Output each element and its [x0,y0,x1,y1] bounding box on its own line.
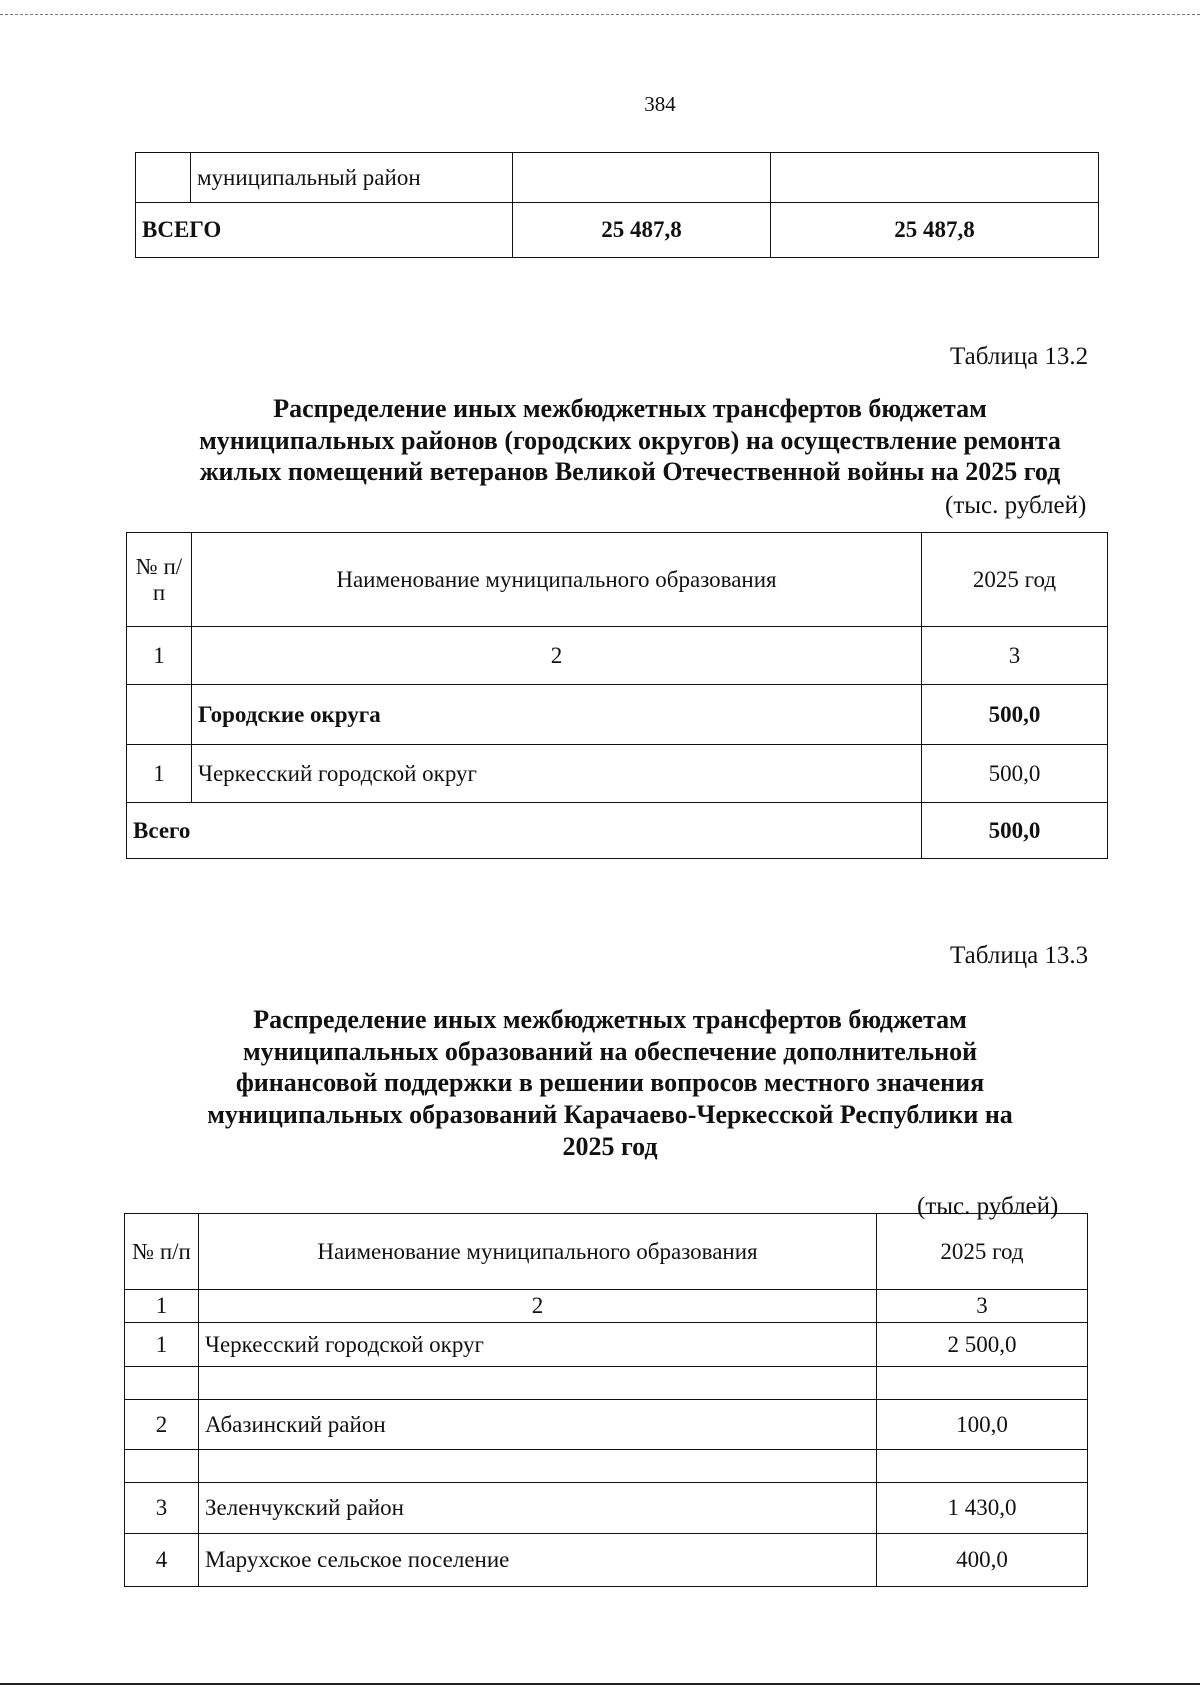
column-number-row [127,627,1108,685]
table-caption-13-3: Таблица 13.3 [950,942,1089,969]
column-number: 1 [125,1290,199,1323]
title-line: Распределение иных межбюджетных трансфертов бюджетам [273,394,987,423]
group-value: 500,0 [922,685,1108,745]
table-cell-num [136,153,191,203]
header-name: Наименование муниципального образования [192,533,922,627]
table-cell-empty [877,1450,1088,1483]
table-row [125,1483,1088,1534]
table-row [136,153,1099,203]
units-label: (тыс. рублей) [945,492,1087,519]
table-row [125,1400,1088,1450]
table-row [125,1534,1088,1587]
row-value: 1 430,0 [877,1483,1088,1534]
row-value: 2 500,0 [877,1323,1088,1367]
header-year: 2025 год [877,1214,1088,1290]
table-cell-num [127,685,192,745]
table-row-empty [125,1450,1088,1483]
table-cell-value [513,153,771,203]
table-title-13-2 [140,393,1120,488]
row-num: 1 [125,1323,199,1367]
table-cell-value [771,153,1099,203]
table-cell-empty [877,1367,1088,1400]
column-number-row [125,1290,1088,1323]
table-cell-empty [199,1367,877,1400]
table-cell-empty [199,1450,877,1483]
column-number: 2 [192,627,922,685]
title-line: муниципальных районов (городских округов) на осуществление ремонта [199,425,1061,455]
table-header-row [127,533,1108,627]
table-header-row [125,1214,1088,1290]
group-row [127,685,1108,745]
total-value: 25 487,8 [771,203,1099,258]
table-row-total [136,203,1099,258]
title-line: жилых помещений ветеранов Великой Отечественной войны на 2025 год [199,457,1061,487]
total-value: 25 487,8 [513,203,771,258]
header-num: № п/п [125,1214,199,1290]
total-label: Всего [127,803,922,859]
row-name: Черкесский городской округ [192,745,922,803]
column-number: 1 [127,627,192,685]
table-previous-continuation [135,152,1099,258]
row-name: Зеленчукский район [199,1483,877,1534]
row-name: Абазинский район [199,1400,877,1450]
row-value: 400,0 [877,1534,1088,1587]
row-num: 2 [125,1400,199,1450]
header-num: № п/п [127,533,192,627]
row-num: 1 [127,745,192,803]
table-13-3 [124,1213,1088,1587]
group-name: Городские округа [192,685,922,745]
title-line: муниципальных образований на обеспечение дополнительной [242,1036,978,1066]
header-name: Наименование муниципального образования [199,1214,877,1290]
page-number: 384 [644,92,676,116]
column-number: 3 [877,1290,1088,1323]
row-name: Черкесский городской округ [199,1323,877,1367]
row-num: 4 [125,1534,199,1587]
title-line: финансовой поддержки в решении вопросов местного значения [235,1068,985,1098]
total-value: 500,0 [922,803,1108,859]
scan-edge-top [0,14,1200,15]
column-number: 3 [922,627,1108,685]
table-caption-13-2: Таблица 13.2 [950,343,1089,370]
column-number: 2 [199,1290,877,1323]
units-label: (тыс. рублей) [917,1193,1059,1220]
table-row-empty [125,1367,1088,1400]
row-value: 500,0 [922,745,1108,803]
table-cell-empty [125,1450,199,1483]
table-row [127,745,1108,803]
table-title-13-3 [120,1004,1100,1163]
table-row [125,1323,1088,1367]
total-label: ВСЕГО [136,203,513,258]
title-line: муниципальных образований Карачаево-Черкесской Республики на [207,1100,1013,1130]
row-name: Марухское сельское поселение [199,1534,877,1587]
table-cell-name: муниципальный район [191,153,513,203]
table-row-total [127,803,1108,859]
header-year: 2025 год [922,533,1108,627]
table-13-2 [126,532,1108,859]
title-line: Распределение иных межбюджетных трансфертов бюджетам [253,1005,967,1034]
title-line: 2025 год [562,1131,658,1161]
row-num: 3 [125,1483,199,1534]
table-cell-empty [125,1367,199,1400]
scan-edge-bottom [0,1683,1200,1685]
row-value: 100,0 [877,1400,1088,1450]
